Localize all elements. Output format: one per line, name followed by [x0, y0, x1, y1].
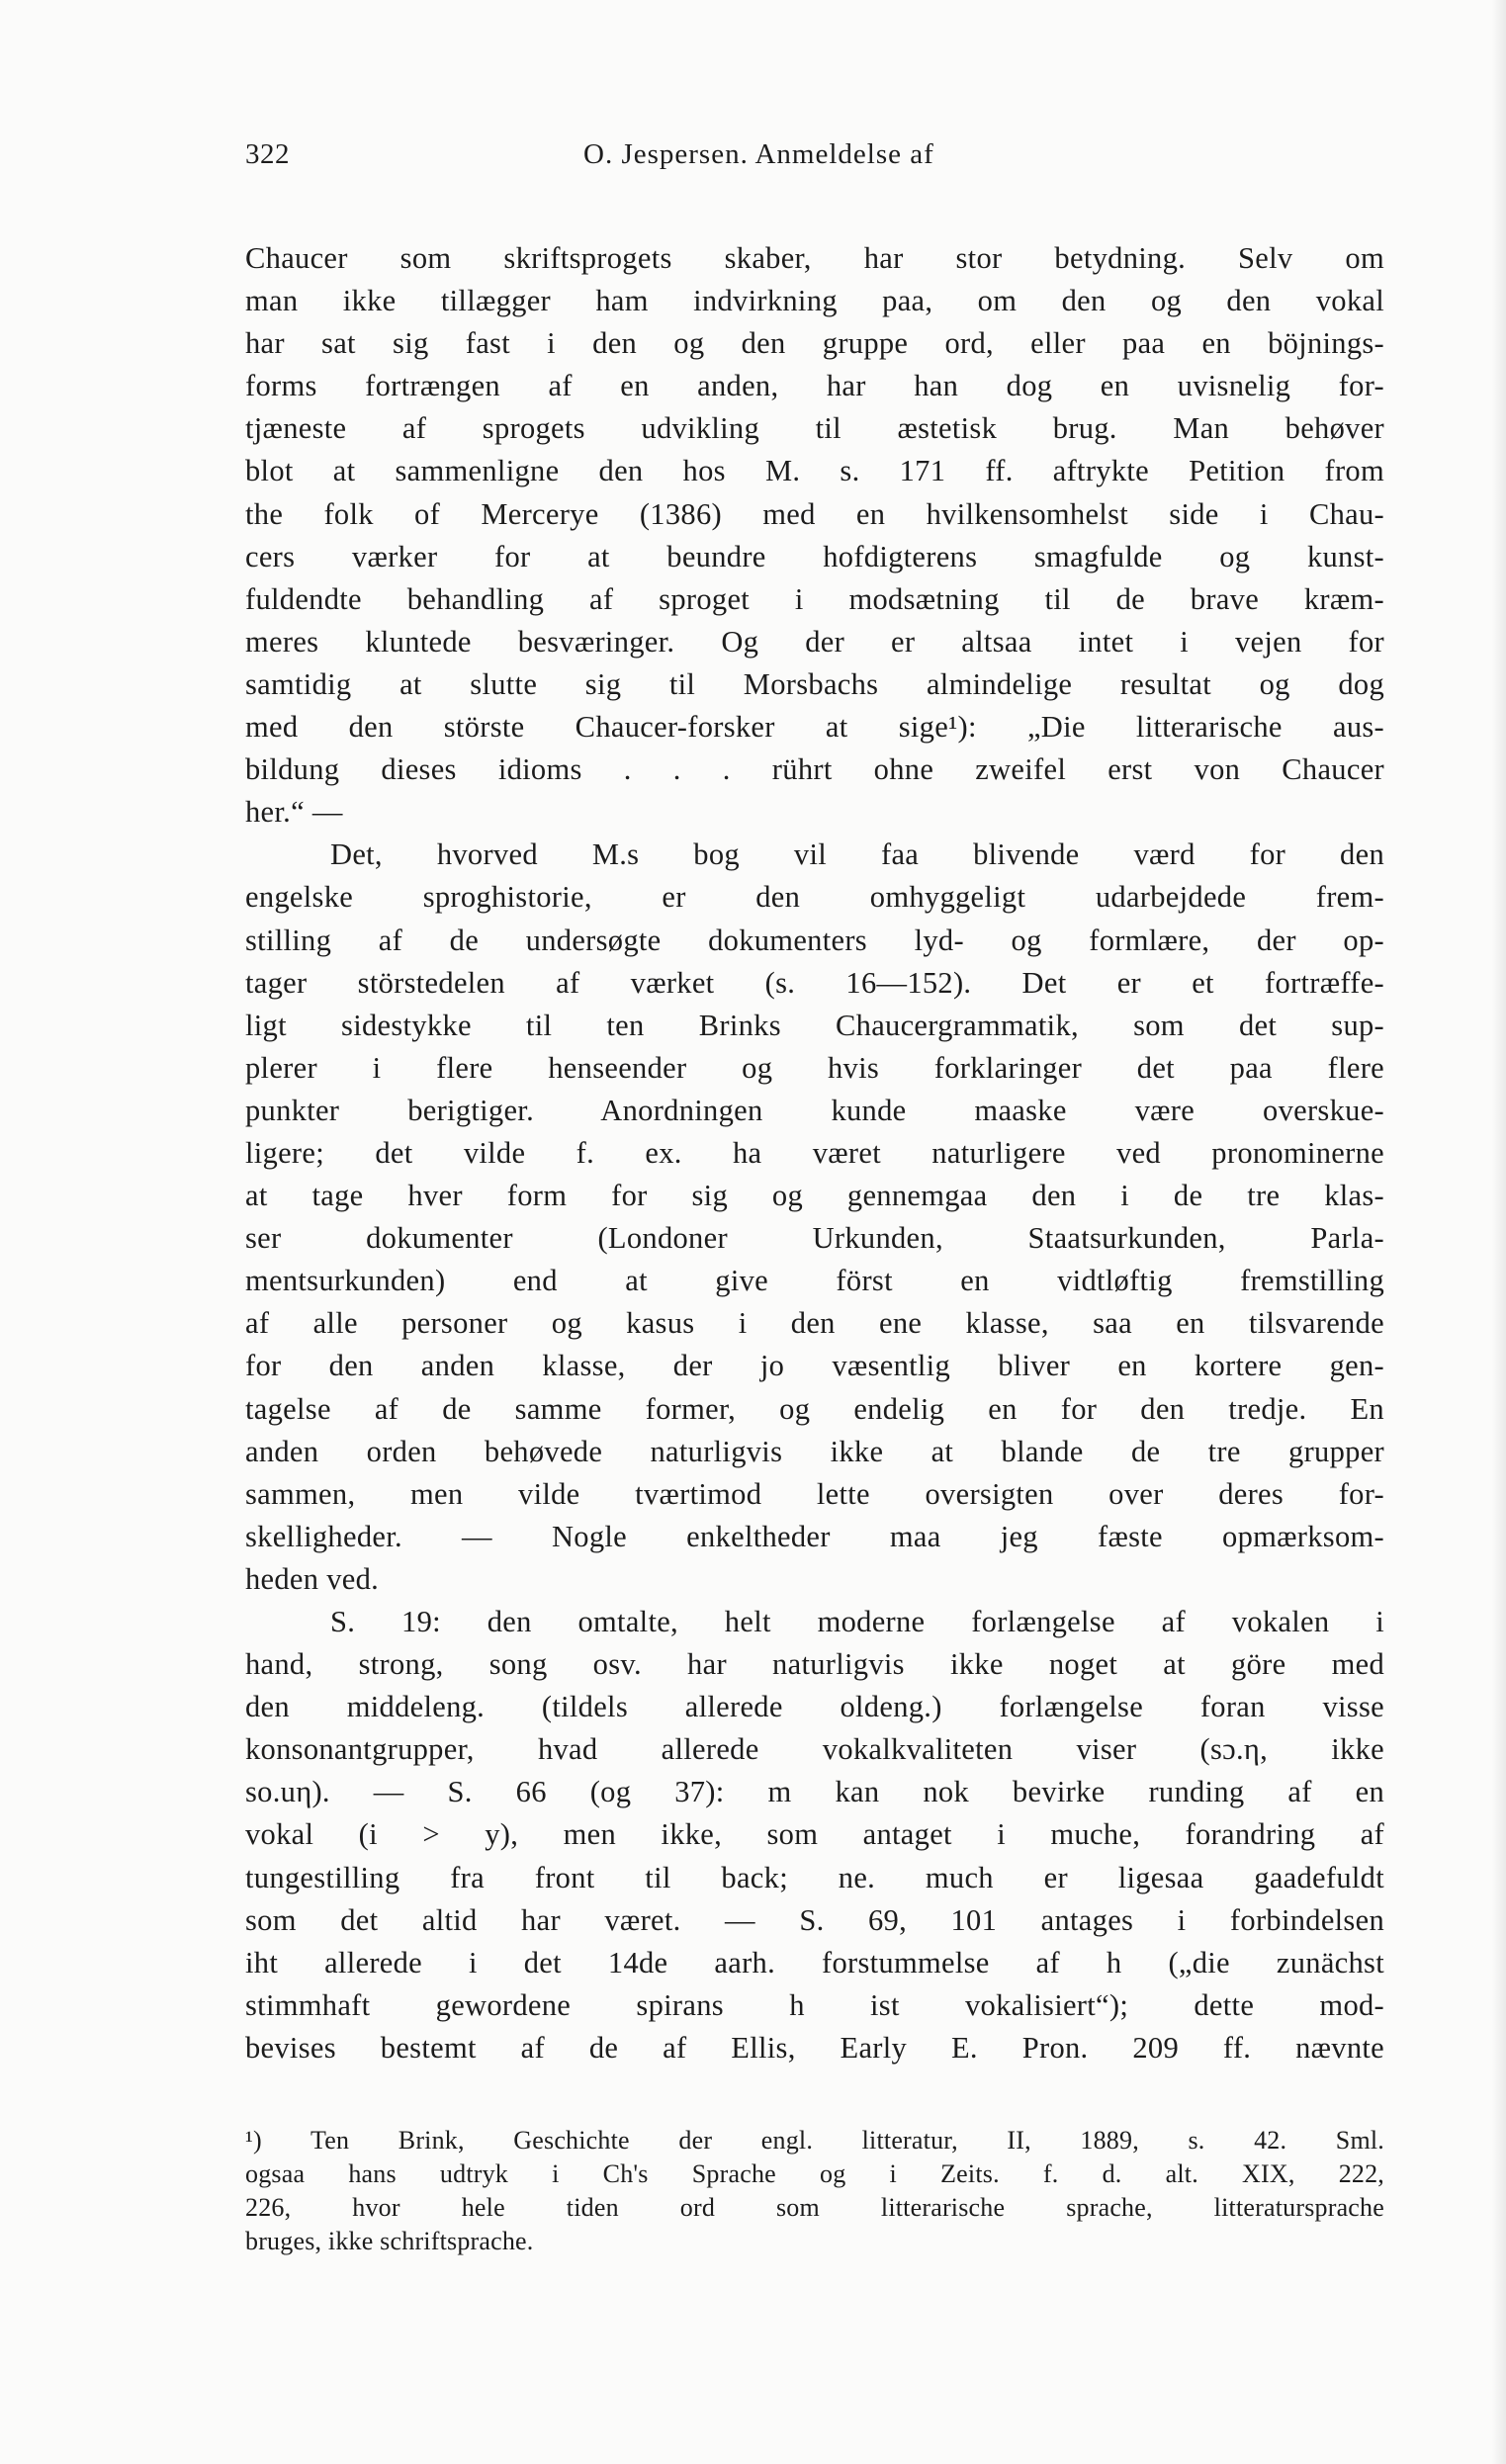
body-line: anden orden behøvede naturligvis ikke at blande de tre grupper	[245, 1434, 1384, 1468]
body-line: man ikke tillægger ham indvirkning paa, om den og den vokal	[245, 284, 1384, 318]
body-line: S. 19: den omtalte, helt moderne forlængelse af vokalen i	[330, 1605, 1384, 1638]
body-line: tjæneste af sprogets udvikling til æstetisk brug. Man behøver	[245, 411, 1384, 446]
body-line: the folk of Mercerye (1386) med en hvilkensomhelst side i Chau-	[245, 496, 1384, 531]
body-line: samtidig at slutte sig til Morsbachs almindelige resultat og dog	[245, 666, 1384, 701]
body-line: iht allerede i det 14de aarh. forstummelse af h („die zunächst	[245, 1945, 1384, 1980]
footnote-line: ogsaa hans udtryk i Ch's Sprache og i Zeits. f. d. alt. XIX, 222,	[245, 2159, 1384, 2188]
body-line: Chaucer som skriftsprogets skaber, har stor betydning. Selv om	[245, 241, 1384, 275]
page-number: 322	[245, 138, 290, 170]
body-line: stimmhaft gewordene spirans h ist vokalisiert“); dette mod-	[245, 1987, 1384, 2022]
body-line: ser dokumenter (Londoner Urkunden, Staatsurkunden, Parla-	[245, 1221, 1384, 1256]
body-line: har sat sig fast i den og den gruppe ord, eller paa en böjnings-	[245, 326, 1384, 361]
body-line: ligere; det vilde f. ex. ha været naturligere ved pronominerne	[245, 1135, 1384, 1170]
running-head: O. Jespersen. Anmeldelse af	[583, 138, 934, 170]
body-line: her.“ —	[245, 795, 343, 830]
body-line: fuldendte behandling af sproget i modsætning til de brave kræm-	[245, 581, 1384, 616]
body-line: sammen, men vilde tværtimod lette oversigten over deres for-	[245, 1476, 1384, 1511]
body-line: tagelse af de samme former, og endelig en for den tredje. En	[245, 1391, 1384, 1426]
footnote-line: bruges, ikke schriftsprache.	[245, 2227, 534, 2255]
body-line: forms fortrængen af en anden, har han dog en uvisnelig for-	[245, 369, 1384, 403]
body-line: plerer i flere henseender og hvis forklaringer det paa flere	[245, 1050, 1384, 1085]
footnote-line: ¹) Ten Brink, Geschichte der engl. litteratur, II, 1889, s. 42. Sml.	[245, 2126, 1384, 2155]
body-line: bildung dieses idioms . . . rührt ohne zweifel erst von Chaucer	[245, 752, 1384, 787]
body-line: heden ved.	[245, 1561, 380, 1596]
body-line: vokal (i > y), men ikke, som antaget i muche, forandring af	[245, 1817, 1384, 1852]
body-line: bevises bestemt af de af Ellis, Early E. Pron. 209 ff. nævnte	[245, 2030, 1384, 2065]
body-line: cers værker for at beundre hofdigterens smagfulde og kunst-	[245, 539, 1384, 573]
body-line: skelligheder. — Nogle enkeltheder maa jeg fæste opmærksom-	[245, 1519, 1384, 1553]
body-line: at tage hver form for sig og gennemgaa den i de tre klas-	[245, 1179, 1384, 1213]
body-line: meres kluntede besværinger. Og der er altsaa intet i vejen for	[245, 624, 1384, 659]
body-line: hand, strong, song osv. har naturligvis ikke noget at göre med	[245, 1647, 1384, 1682]
body-line: engelske sproghistorie, er den omhyggeligt udarbejdede frem-	[245, 880, 1384, 915]
body-line: blot at sammenligne den hos M. s. 171 ff. aftrykte Petition from	[245, 454, 1384, 488]
body-line: Det, hvorved M.s bog vil faa blivende værd for den	[330, 837, 1384, 872]
body-line: stilling af de undersøgte dokumenters lyd- og formlære, der op-	[245, 923, 1384, 957]
footnotes	[245, 2124, 1384, 2258]
body-line: tungestilling fra front til back; ne. much er ligesaa gaadefuldt	[245, 1860, 1384, 1894]
body-line: som det altid har været. — S. 69, 101 antages i forbindelsen	[245, 1902, 1384, 1937]
body-line: ligt sidestykke til ten Brinks Chaucergrammatik, som det sup-	[245, 1008, 1384, 1042]
body-line: so.uη). — S. 66 (og 37): m kan nok bevirke runding af en	[245, 1775, 1384, 1809]
body-line: tager störstedelen af værket (s. 16—152). Det er et fortræffe-	[245, 965, 1384, 1000]
body-line: af alle personer og kasus i den ene klasse, saa en tilsvarende	[245, 1306, 1384, 1341]
footnote-line: 226, hvor hele tiden ord som litterarische sprache, litteratursprache	[245, 2193, 1384, 2222]
page-header	[245, 138, 1382, 186]
body-line: for den anden klasse, der jo væsentlig bliver en kortere gen-	[245, 1349, 1384, 1383]
body-line: konsonantgrupper, hvad allerede vokalkvaliteten viser (sɔ.η, ikke	[245, 1732, 1384, 1767]
body-line: punkter berigtiger. Anordningen kunde maaske være overskue-	[245, 1093, 1384, 1127]
body-line: mentsurkunden) end at give först en vidtløftig fremstilling	[245, 1264, 1384, 1298]
page-edge-shadow	[1492, 0, 1506, 2464]
body-line: den middeleng. (tildels allerede oldeng.) forlængelse foran visse	[245, 1690, 1384, 1724]
body-line: med den störste Chaucer-forsker at sige¹): „Die litterarische aus-	[245, 710, 1384, 745]
body-text	[245, 237, 1384, 2069]
